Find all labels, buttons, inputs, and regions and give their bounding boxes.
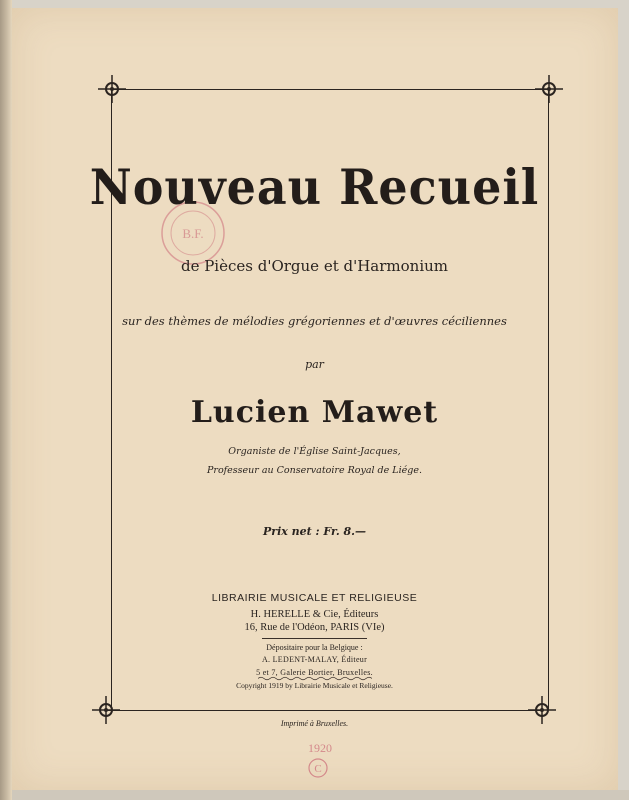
publisher-address: 16, Rue de l'Odéon, PARIS (VIe): [244, 622, 385, 633]
corner-ornament-top-right: [535, 75, 563, 103]
price-label: Prix net : Fr. 8.—: [263, 525, 366, 538]
book-title: Nouveau Recueil: [89, 158, 540, 216]
svg-text:B.F.: B.F.: [182, 226, 204, 241]
author-role-organist: Organiste de l'Église Saint-Jacques,: [228, 446, 401, 457]
belgian-agent: A. LEDENT-MALAY, Éditeur: [261, 655, 368, 664]
imprint-line: Imprimé à Bruxelles.: [280, 719, 349, 728]
book-themes-line: sur des thèmes de mélodies grégoriennes et d'œuvres céciliennes: [122, 314, 507, 328]
belgian-agent-address: 5 et 7, Galerie Bortier, Bruxelles.: [256, 668, 373, 677]
frame-top-line: [112, 89, 549, 90]
publisher-divider: [262, 638, 367, 639]
depositary-label: Dépositaire pour la Belgique :: [266, 643, 363, 652]
scan-background: [12, 790, 629, 800]
year-stamp: 1920: [308, 741, 332, 755]
author-role-professor: Professeur au Conservatoire Royal de Liége.: [207, 465, 422, 476]
publisher-editors: H. HERELLE & Cie, Éditeurs: [250, 609, 379, 620]
copyright-stamp-icon: [306, 756, 330, 780]
frame-bottom-line: [105, 710, 542, 711]
author-name: Lucien Mawet: [190, 395, 439, 430]
book-subtitle: de Pièces d'Orgue et d'Harmonium: [180, 257, 449, 275]
publisher-name: LIBRAIRIE MUSICALE ET RELIGIEUSE: [211, 592, 418, 604]
by-label: par: [305, 358, 324, 371]
corner-ornament-top-left: [98, 75, 126, 103]
svg-text:C: C: [314, 763, 322, 775]
copyright-line: Copyright 1919 by Librairie Musicale et Religieuse.: [236, 681, 393, 690]
